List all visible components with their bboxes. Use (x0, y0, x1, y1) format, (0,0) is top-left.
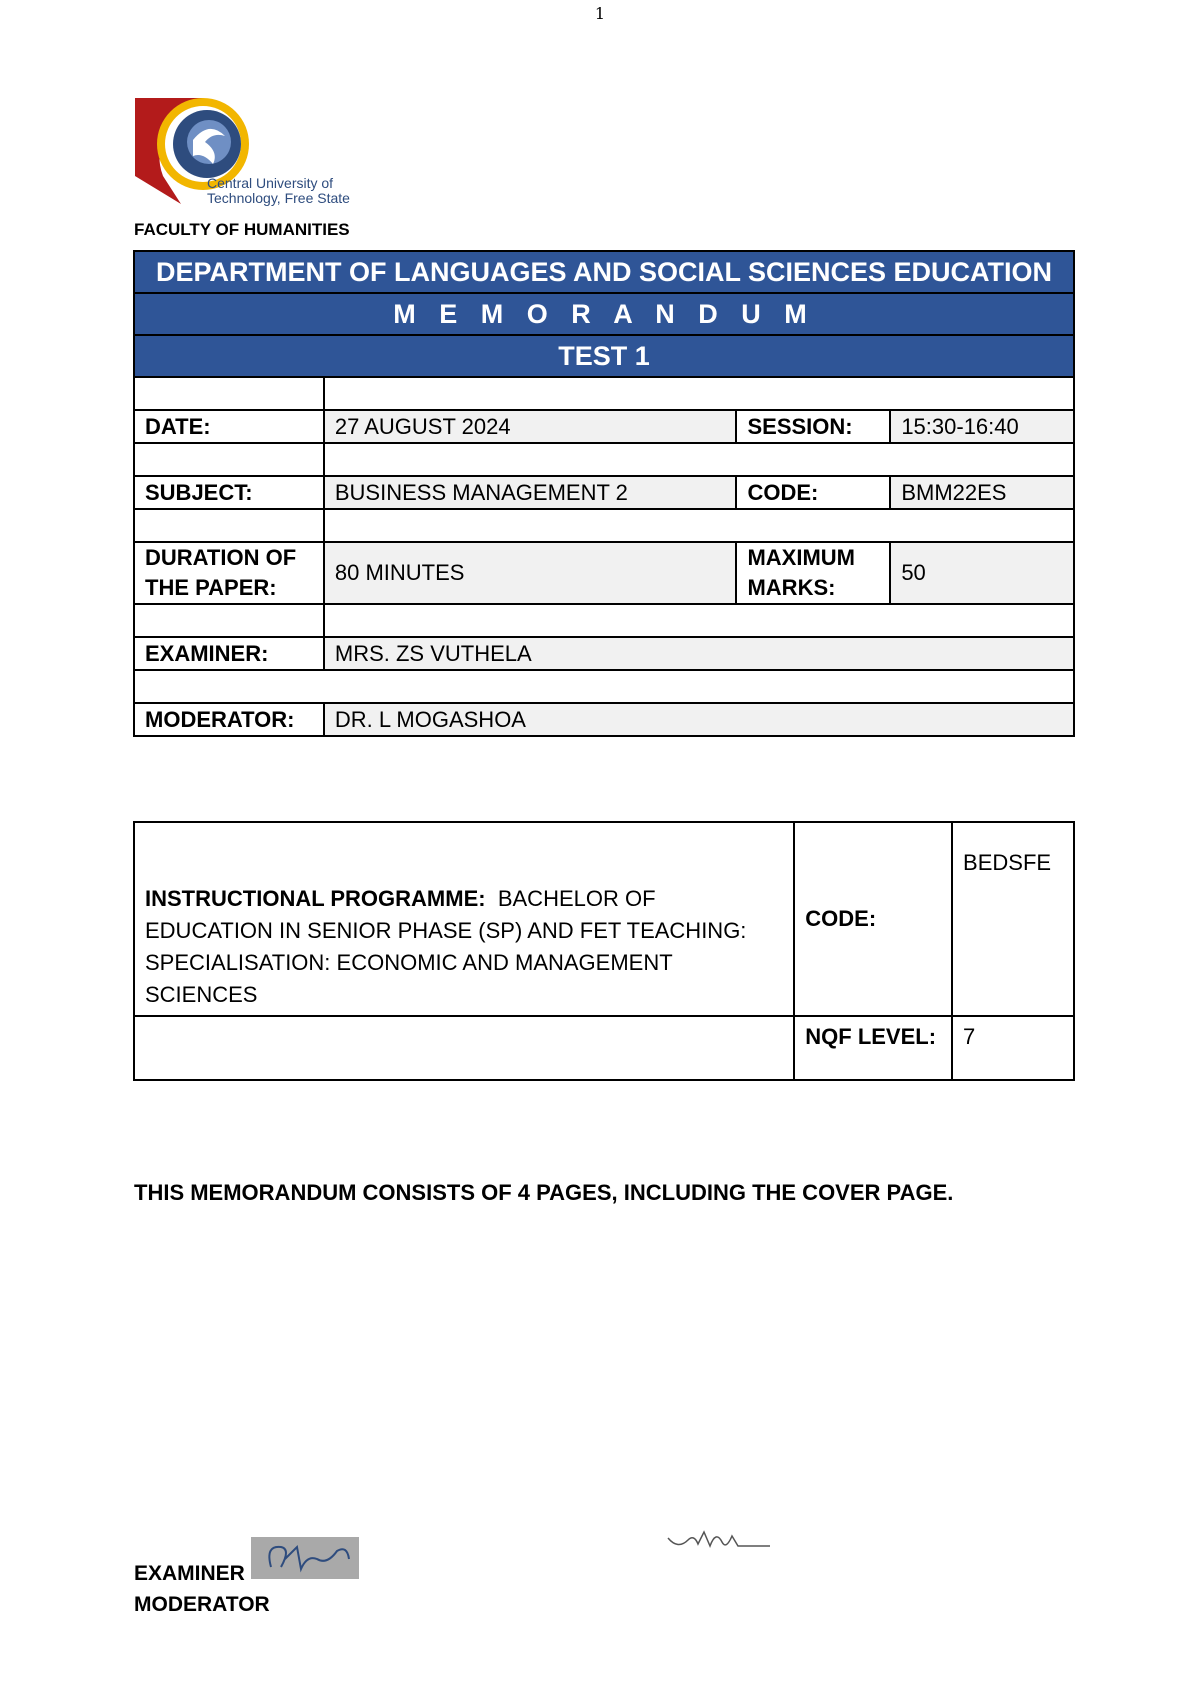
moderator-signature-icon (660, 1520, 780, 1560)
examiner-value: MRS. ZS VUTHELA (324, 637, 1074, 670)
exam-details-table (133, 250, 1075, 737)
test-heading: TEST 1 (134, 335, 1074, 377)
duration-label: DURATION OF THE PAPER: (134, 542, 324, 604)
programme-table (133, 821, 1075, 1081)
code-label: CODE: (736, 476, 890, 509)
subject-value: BUSINESS MANAGEMENT 2 (324, 476, 737, 509)
programme-code-value: BEDSFE (952, 822, 1074, 1016)
memorandum-heading: M E M O R A N D U M (134, 293, 1074, 335)
moderator-signature (660, 1520, 780, 1560)
examiner-signature-label: EXAMINER (134, 1562, 245, 1585)
examiner-signature-icon (251, 1537, 359, 1579)
examiner-signature (251, 1537, 359, 1579)
duration-value: 80 MINUTES (324, 542, 737, 604)
date-value: 27 AUGUST 2024 (324, 410, 737, 443)
max-marks-value: 50 (890, 542, 1074, 604)
examiner-label: EXAMINER: (134, 637, 324, 670)
nqf-level-value: 7 (952, 1016, 1074, 1080)
moderator-value: DR. L MOGASHOA (324, 703, 1074, 736)
university-logo (133, 96, 373, 208)
department-heading: DEPARTMENT OF LANGUAGES AND SOCIAL SCIENCES EDUCATION (134, 251, 1074, 293)
moderator-label: MODERATOR: (134, 703, 324, 736)
code-value: BMM22ES (890, 476, 1074, 509)
moderator-signature-label: MODERATOR (134, 1593, 270, 1616)
programme-value: BACHELOR OF EDUCATION IN SENIOR PHASE (SP) AND FET TEACHING: SPECIALISATION: ECONOMIC AND MANAGEMENT SCIENCES (145, 886, 747, 1007)
programme-cell (134, 822, 794, 1016)
page-count-note: THIS MEMORANDUM CONSISTS OF 4 PAGES, INCLUDING THE COVER PAGE. (134, 1180, 954, 1205)
page-number: 1 (594, 4, 606, 23)
session-value: 15:30-16:40 (890, 410, 1074, 443)
signature-labels (134, 1558, 270, 1620)
date-label: DATE: (134, 410, 324, 443)
programme-code-label: CODE: (794, 822, 952, 1016)
faculty-title: FACULTY OF HUMANITIES (134, 220, 350, 239)
logo-text: Central University of Technology, Free State (207, 175, 350, 206)
subject-label: SUBJECT: (134, 476, 324, 509)
max-marks-label: MAXIMUM MARKS: (736, 542, 890, 604)
nqf-level-label: NQF LEVEL: (794, 1016, 952, 1080)
session-label: SESSION: (736, 410, 890, 443)
programme-label: INSTRUCTIONAL PROGRAMME: (145, 886, 486, 911)
